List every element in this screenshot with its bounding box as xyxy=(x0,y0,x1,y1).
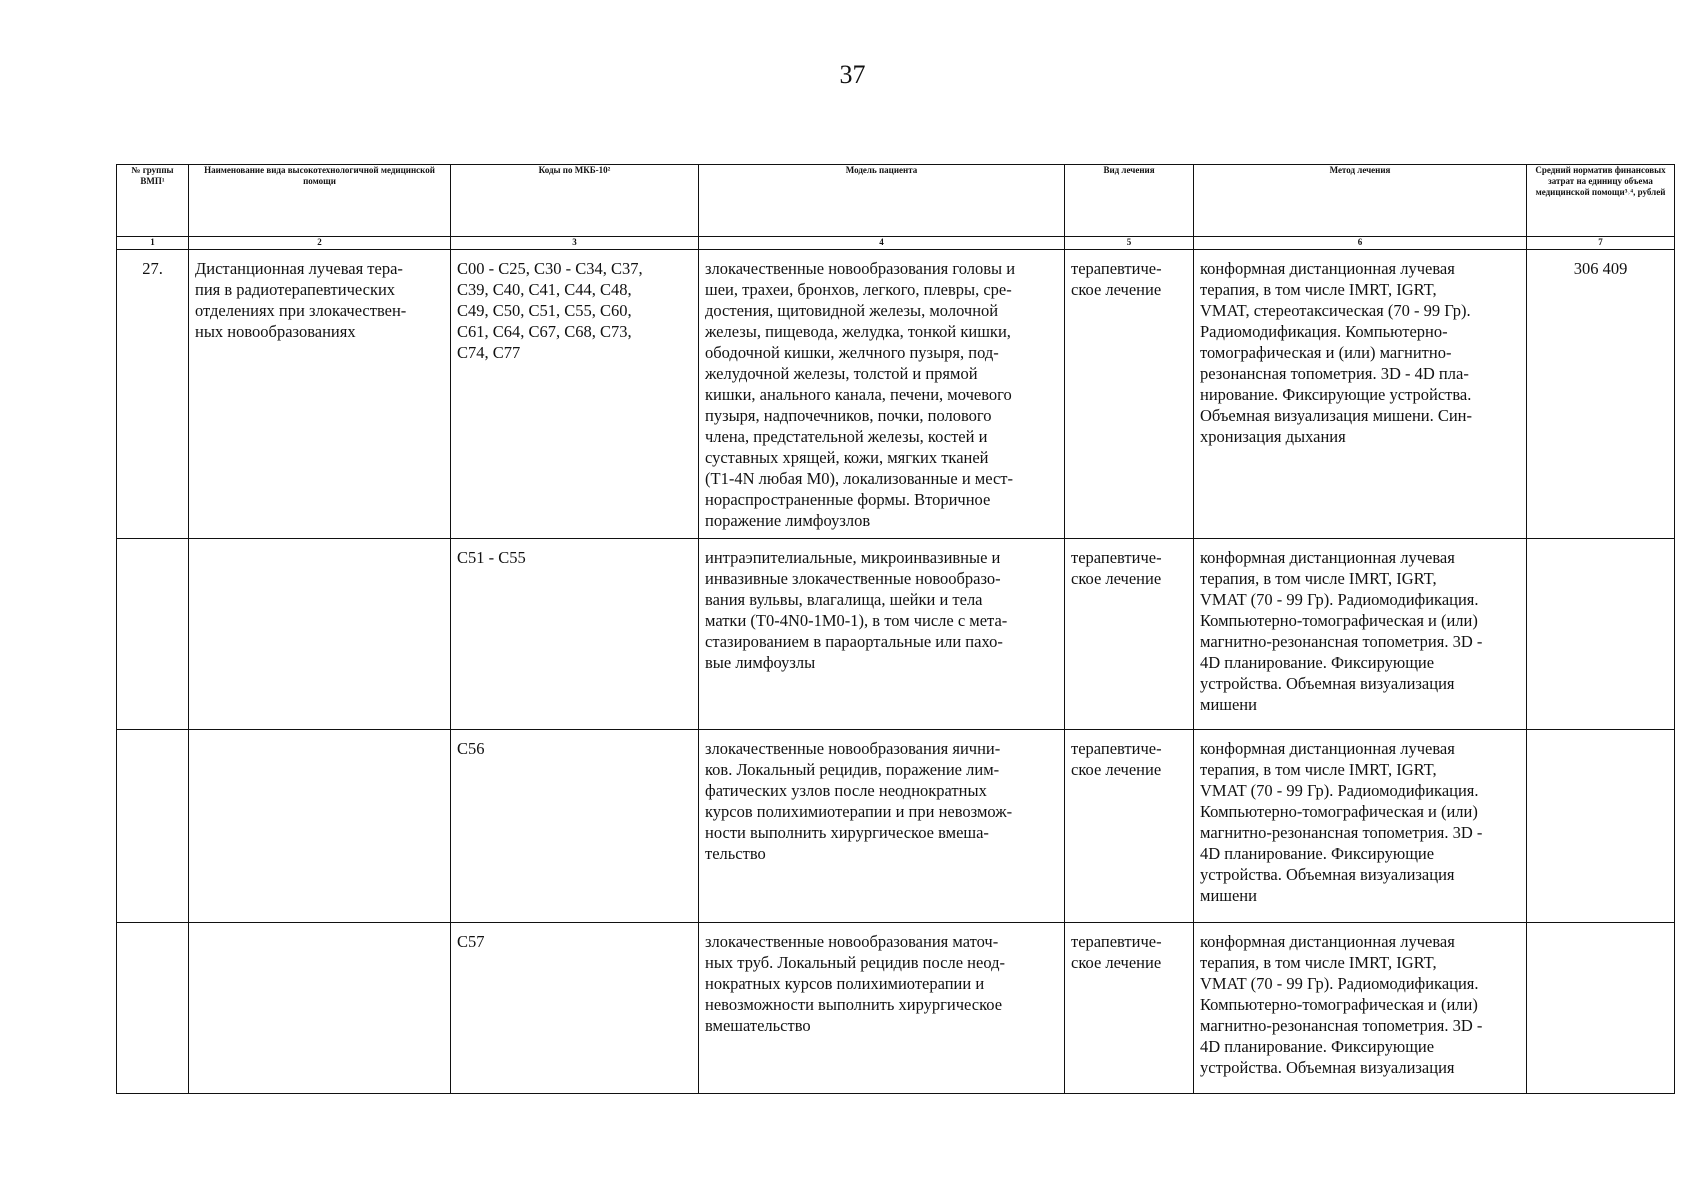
table-row xyxy=(117,539,1675,730)
icd-codes-cell: C56 xyxy=(451,730,699,923)
table-row xyxy=(117,923,1675,1094)
care-type-name-cell: Дистанционная лучевая тера- пия в радиотерапевтических отделениях при злокачествен- ных новообразованиях xyxy=(189,250,451,539)
care-type-name-cell xyxy=(189,923,451,1094)
treatment-method-cell: конформная дистанционная лучевая терапия, в том числе IMRT, IGRT, VMAT (70 - 99 Гр). Радиомодификация. Компьютерно-томографическая и (или) магнитно-резонансная топометрия. 3D - 4D планирование. Фиксирующие устройства. Объемная визуализация мишени xyxy=(1194,539,1527,730)
page-number: 37 xyxy=(839,60,866,89)
patient-model-cell: злокачественные новообразования головы и шеи, трахеи, бронхов, легкого, плевры, сре- достения, щитовидной железы, молочной железы, пищевода, желудка, тонкой кишки, ободочной кишки, желчного пузыря, под- желудочной железы, толстой и прямой кишки, анального канала, печени, мочевого пузыря, надпочечников, почки, полового члена, предстательной железы, костей и суставных хрящей, кожи, мягких тканей (T1-4N любая M0), локализованные и мест- нораспространенные формы. Вторичное поражение лимфоузлов xyxy=(699,250,1065,539)
care-type-name-cell xyxy=(189,730,451,923)
patient-model-cell: злокачественные новообразования маточ- ных труб. Локальный рецидив после неод- нократных курсов полихимиотерапии и невозможности выполнить хирургическое вмешательство xyxy=(699,923,1065,1094)
header-treatment-type xyxy=(1065,165,1194,237)
column-number: 5 xyxy=(1065,237,1194,250)
group-number-cell xyxy=(117,923,189,1094)
header-care-type-name xyxy=(189,165,451,237)
header-patient-model xyxy=(699,165,1065,237)
icd-codes-cell: C00 - C25, C30 - C34, C37, C39, C40, C41, C44, C48, C49, C50, C51, C55, C60, C61, C64, C67, C68, C73, C74, C77 xyxy=(451,250,699,539)
average-cost-cell xyxy=(1527,923,1675,1094)
header-care-type-name-label: Наименование вида высокотехнологичной медицинской помощи xyxy=(204,165,435,186)
header-treatment-method-label: Метод лечения xyxy=(1329,165,1391,175)
treatment-method-cell: конформная дистанционная лучевая терапия, в том числе IMRT, IGRT, VMAT (70 - 99 Гр). Радиомодификация. Компьютерно-томографическая и (или) магнитно-резонансная топометрия. 3D - 4D планирование. Фиксирующие устройства. Объемная визуализация xyxy=(1194,923,1527,1094)
header-treatment-type-label: Вид лечения xyxy=(1103,165,1155,175)
header-treatment-method xyxy=(1194,165,1527,237)
table-row xyxy=(117,250,1675,539)
column-number: 7 xyxy=(1527,237,1675,250)
medical-care-table xyxy=(116,164,1675,1094)
group-number-cell xyxy=(117,539,189,730)
header-icd-codes-label: Коды по МКБ-10² xyxy=(538,165,611,175)
group-number-cell: 27. xyxy=(117,250,189,539)
icd-codes-cell: C57 xyxy=(451,923,699,1094)
column-number: 6 xyxy=(1194,237,1527,250)
treatment-type-cell: терапевтиче- ское лечение xyxy=(1065,730,1194,923)
care-type-name-cell xyxy=(189,539,451,730)
header-patient-model-label: Модель пациента xyxy=(845,165,918,175)
average-cost-cell xyxy=(1527,539,1675,730)
treatment-type-cell: терапевтиче- ское лечение xyxy=(1065,539,1194,730)
column-number: 1 xyxy=(117,237,189,250)
icd-codes-cell: C51 - C55 xyxy=(451,539,699,730)
column-number: 4 xyxy=(699,237,1065,250)
header-average-cost xyxy=(1527,165,1675,237)
table-row xyxy=(117,730,1675,923)
treatment-method-cell: конформная дистанционная лучевая терапия, в том числе IMRT, IGRT, VMAT, стереотаксическая (70 - 99 Гр). Радиомодификация. Компьютерно- томографическая и (или) магнитно- резонансная топометрия. 3D - 4D пла- нирование. Фиксирующие устройства. Объемная визуализация мишени. Син- хронизация дыхания xyxy=(1194,250,1527,539)
average-cost-cell xyxy=(1527,730,1675,923)
column-number: 3 xyxy=(451,237,699,250)
treatment-type-cell: терапевтиче- ское лечение xyxy=(1065,923,1194,1094)
group-number-cell xyxy=(117,730,189,923)
header-icd-codes xyxy=(451,165,699,237)
header-average-cost-label: Средний норматив финансовых затрат на единицу объема медицинской помощи³˒⁴, рублей xyxy=(1535,165,1666,197)
treatment-method-cell: конформная дистанционная лучевая терапия, в том числе IMRT, IGRT, VMAT (70 - 99 Гр). Радиомодификация. Компьютерно-томографическая и (или) магнитно-резонансная топометрия. 3D - 4D планирование. Фиксирующие устройства. Объемная визуализация мишени xyxy=(1194,730,1527,923)
header-group-number xyxy=(117,165,189,237)
treatment-type-cell: терапевтиче- ское лечение xyxy=(1065,250,1194,539)
header-group-number-label: № группы ВМП¹ xyxy=(131,165,174,186)
header-row xyxy=(117,165,1675,237)
patient-model-cell: интраэпителиальные, микроинвазивные и инвазивные злокачественные новообразо- вания вульвы, влагалища, шейки и тела матки (T0-4N0-1M0-1), в том числе с мета- стазированием в параортальные или пахо- вые лимфоузлы xyxy=(699,539,1065,730)
column-number: 2 xyxy=(189,237,451,250)
average-cost-cell: 306 409 xyxy=(1527,250,1675,539)
patient-model-cell: злокачественные новообразования яични- ков. Локальный рецидив, поражение лим- фатических узлов после неоднократных курсов полихимиотерапии и при невозмож- ности выполнить хирургическое вмеша- тельство xyxy=(699,730,1065,923)
column-number-row xyxy=(117,237,1675,250)
